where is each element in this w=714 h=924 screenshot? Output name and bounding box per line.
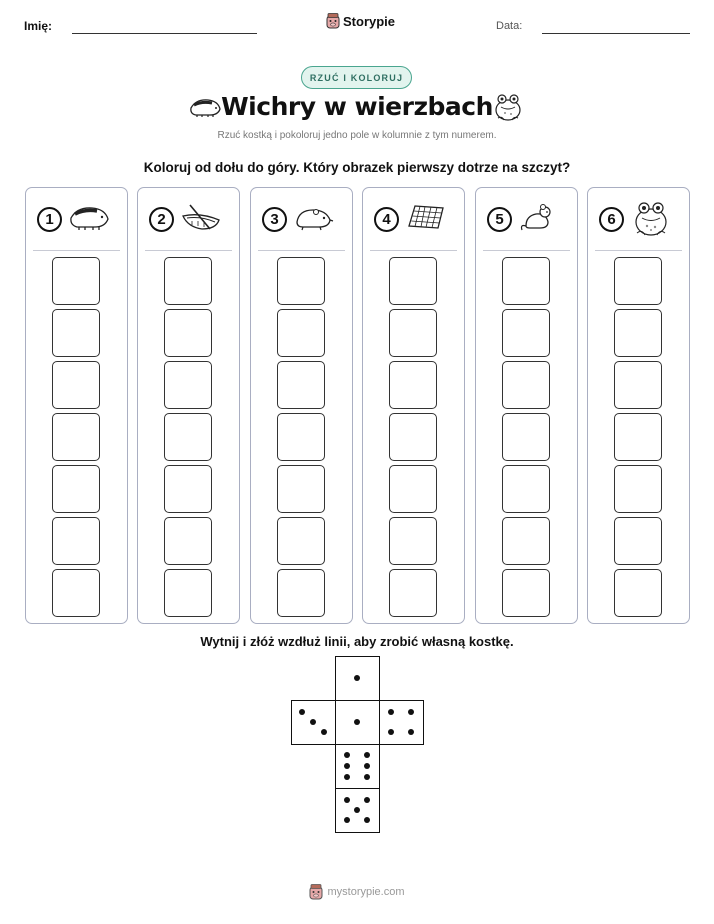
column-number: 6 — [599, 207, 624, 232]
color-cell[interactable] — [614, 517, 662, 565]
toad-icon — [492, 92, 524, 122]
activity-badge: RZUĆ I KOLORUJ — [301, 66, 412, 89]
pip — [408, 709, 414, 715]
color-cell[interactable] — [52, 517, 100, 565]
color-cell[interactable] — [389, 257, 437, 305]
color-cell[interactable] — [164, 361, 212, 409]
pip — [344, 797, 350, 803]
column-divider — [258, 250, 345, 251]
color-cell[interactable] — [277, 361, 325, 409]
column-divider — [145, 250, 232, 251]
pip — [344, 817, 350, 823]
column-4 — [362, 187, 465, 624]
color-cell[interactable] — [502, 465, 550, 513]
color-cell[interactable] — [52, 361, 100, 409]
color-cell[interactable] — [502, 257, 550, 305]
pip — [364, 763, 370, 769]
color-cell[interactable] — [52, 309, 100, 357]
mole-icon — [293, 202, 335, 232]
color-cell[interactable] — [389, 413, 437, 461]
subtitle: Rzuć kostką i pokoloruj jedno pole w kolumnie z tym numerem. — [217, 130, 497, 141]
badger-icon — [68, 202, 110, 232]
pip — [344, 774, 350, 780]
pip — [364, 797, 370, 803]
brand — [326, 13, 395, 29]
column-header — [588, 188, 688, 250]
badger-icon — [188, 96, 222, 118]
color-cell[interactable] — [277, 569, 325, 617]
pip — [408, 729, 414, 735]
column-divider — [595, 250, 682, 251]
color-cell[interactable] — [502, 569, 550, 617]
footer-url: mystorypie.com — [327, 886, 405, 898]
color-cell[interactable] — [277, 465, 325, 513]
color-cell[interactable] — [502, 413, 550, 461]
column-number: 1 — [37, 207, 62, 232]
pip — [364, 774, 370, 780]
brand-name: Storypie — [343, 13, 396, 29]
toad-icon — [630, 198, 672, 238]
column-1 — [25, 187, 128, 624]
column-header — [138, 188, 238, 250]
color-cell[interactable] — [52, 257, 100, 305]
color-cell[interactable] — [164, 517, 212, 565]
pip — [364, 752, 370, 758]
color-cell[interactable] — [502, 517, 550, 565]
pip — [299, 709, 305, 715]
pip — [388, 729, 394, 735]
column-header — [26, 188, 126, 250]
column-divider — [370, 250, 457, 251]
column-number: 3 — [262, 207, 287, 232]
column-6 — [587, 187, 690, 624]
color-cell[interactable] — [164, 413, 212, 461]
column-5 — [475, 187, 578, 624]
die-face-4 — [379, 700, 424, 745]
title-row — [0, 92, 714, 126]
pip — [321, 729, 327, 735]
column-number: 2 — [149, 207, 174, 232]
pip — [364, 817, 370, 823]
page-title: Wichry w wierzbach — [221, 92, 493, 121]
color-cell[interactable] — [277, 257, 325, 305]
color-cell[interactable] — [164, 257, 212, 305]
color-cell[interactable] — [52, 569, 100, 617]
pip — [344, 763, 350, 769]
die-face-1 — [335, 700, 380, 745]
pig-mascot-icon — [326, 13, 340, 29]
boat-icon — [180, 202, 222, 232]
dice-instruction: Wytnij i złóż wzdłuż linii, aby zrobić własną kostkę. — [200, 634, 514, 649]
pip — [310, 719, 316, 725]
pip — [354, 719, 360, 725]
color-cell[interactable] — [164, 309, 212, 357]
instruction: Koloruj od dołu do góry. Który obrazek pierwszy dotrze na szczyt? — [143, 160, 571, 175]
color-cell[interactable] — [614, 569, 662, 617]
rat-icon — [518, 202, 560, 232]
die-face-3 — [291, 700, 336, 745]
color-cell[interactable] — [389, 309, 437, 357]
color-cell[interactable] — [52, 465, 100, 513]
pip — [354, 807, 360, 813]
die-face-6 — [335, 744, 380, 789]
name-line — [72, 33, 257, 34]
die-face-5 — [335, 788, 380, 833]
pip — [354, 675, 360, 681]
column-3 — [250, 187, 353, 624]
column-number: 4 — [374, 207, 399, 232]
column-divider — [33, 250, 120, 251]
column-number: 5 — [487, 207, 512, 232]
color-cell[interactable] — [389, 361, 437, 409]
color-cell[interactable] — [614, 413, 662, 461]
pip — [388, 709, 394, 715]
name-label: Imię: — [24, 19, 53, 33]
date-line — [542, 33, 690, 34]
color-cell[interactable] — [277, 413, 325, 461]
column-divider — [483, 250, 570, 251]
color-cell[interactable] — [164, 465, 212, 513]
color-cell[interactable] — [502, 361, 550, 409]
color-cell[interactable] — [614, 361, 662, 409]
column-header — [251, 188, 351, 250]
color-cell[interactable] — [502, 309, 550, 357]
color-cell[interactable] — [614, 465, 662, 513]
net-icon — [405, 202, 447, 232]
pig-mascot-icon — [309, 884, 323, 900]
die-face-1 — [335, 656, 380, 701]
color-cell[interactable] — [52, 413, 100, 461]
color-cell[interactable] — [164, 569, 212, 617]
color-cell[interactable] — [389, 465, 437, 513]
column-2 — [137, 187, 240, 624]
color-cell[interactable] — [614, 257, 662, 305]
pip — [344, 752, 350, 758]
color-cell[interactable] — [389, 517, 437, 565]
color-cell[interactable] — [277, 309, 325, 357]
date-label: Data: — [496, 20, 523, 32]
column-header — [476, 188, 576, 250]
header — [0, 0, 714, 48]
color-cell[interactable] — [389, 569, 437, 617]
color-cell[interactable] — [614, 309, 662, 357]
footer — [0, 884, 714, 900]
color-cell[interactable] — [277, 517, 325, 565]
column-header — [363, 188, 463, 250]
